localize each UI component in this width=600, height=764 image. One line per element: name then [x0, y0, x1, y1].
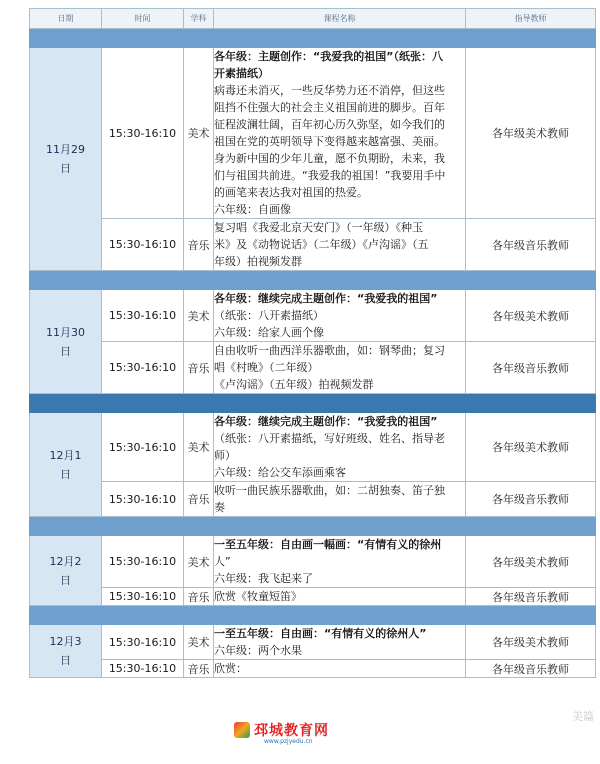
course-line: 收听一曲民族乐器歌曲，如：二胡独奏、笛子独 — [214, 484, 445, 497]
table-row — [30, 660, 596, 678]
teacher-cell: 各年级音乐教师 — [466, 588, 596, 606]
course-line: 各年级：主题创作：“我爱我的祖国”（纸张：八 — [214, 50, 443, 63]
course-content-cell — [214, 219, 466, 271]
course-line: 各年级：继续完成主题创作：“我爱我的祖国” — [214, 292, 438, 305]
subject-cell: 美术 — [184, 413, 214, 482]
day-separator-row — [30, 606, 596, 625]
course-content-cell — [214, 660, 466, 678]
time-cell: 15:30-16:10 — [102, 536, 184, 588]
date-cell — [30, 48, 102, 271]
course-line: 六年级：给家人画个像 — [214, 326, 324, 339]
subject-cell: 美术 — [184, 48, 214, 219]
course-line: 年级）拍视频发群 — [214, 255, 302, 268]
subject-cell: 音乐 — [184, 342, 214, 394]
day-separator-row — [30, 29, 596, 48]
course-line: 《卢沟谣》（五年级）拍视频发群 — [214, 378, 374, 391]
course-line: （纸张：八开素描纸） — [214, 309, 324, 322]
course-line: 六年级：我飞起来了 — [214, 572, 313, 585]
table-row — [30, 536, 596, 588]
table-row — [30, 219, 596, 271]
day-separator-bar — [30, 29, 596, 48]
table-row — [30, 482, 596, 517]
logo-url: www.pzjyedu.cn — [264, 738, 313, 745]
date-text: 日 — [60, 573, 71, 587]
header-teacher: 指导教师 — [466, 9, 596, 29]
date-text: 12月3 — [49, 635, 82, 648]
date-cell — [30, 625, 102, 678]
time-cell: 15:30-16:10 — [102, 48, 184, 219]
teacher-cell: 各年级美术教师 — [466, 413, 596, 482]
time-cell: 15:30-16:10 — [102, 342, 184, 394]
subject-cell: 音乐 — [184, 588, 214, 606]
teacher-cell: 各年级音乐教师 — [466, 660, 596, 678]
course-line: 病毒还未消灭，一些反华势力还不消停，但这些 — [214, 84, 445, 97]
course-line: 米》及《动物说话》（二年级）《卢沟谣》（五 — [214, 238, 429, 251]
subject-cell: 美术 — [184, 536, 214, 588]
course-content-cell — [214, 625, 466, 660]
header-subject: 学科 — [184, 9, 214, 29]
course-line: 复习唱《我爱北京天安门》（一年级）《种玉 — [214, 221, 423, 234]
time-cell: 15:30-16:10 — [102, 219, 184, 271]
logo-icon — [234, 722, 250, 738]
course-line: （纸张：八开素描纸，写好班级、姓名、指导老 — [214, 432, 445, 445]
course-line: 开素描纸） — [214, 67, 269, 80]
time-cell: 15:30-16:10 — [102, 482, 184, 517]
schedule-body — [30, 29, 596, 678]
teacher-cell: 各年级音乐教师 — [466, 219, 596, 271]
course-line: 征程波澜壮阔，百年初心历久弥坚，如今我们的 — [214, 118, 445, 131]
day-separator-bar — [30, 606, 596, 625]
course-line: 欣赏《牧童短笛》 — [214, 590, 302, 603]
header-time: 时间 — [102, 9, 184, 29]
logo-text: 邳城教育网 — [254, 723, 329, 739]
day-separator-row — [30, 517, 596, 536]
date-cell — [30, 413, 102, 517]
date-cell — [30, 536, 102, 606]
subject-cell: 音乐 — [184, 482, 214, 517]
teacher-cell: 各年级音乐教师 — [466, 482, 596, 517]
course-line: 欣赏： — [214, 662, 247, 675]
date-text: 11月30 — [46, 325, 85, 339]
date-text: 12月2 — [49, 554, 82, 568]
course-line: 一至五年级：自由画：“有情有义的徐州人” — [214, 627, 427, 640]
day-separator-row — [30, 394, 596, 413]
course-line: 奏 — [214, 501, 225, 514]
teacher-cell: 各年级音乐教师 — [466, 342, 596, 394]
table-row — [30, 342, 596, 394]
date-text: 日 — [60, 162, 71, 175]
date-text: 12月1 — [49, 448, 82, 462]
course-line: 六年级：给公交车添画乘客 — [214, 466, 346, 479]
subject-cell: 美术 — [184, 625, 214, 660]
date-cell — [30, 290, 102, 394]
table-row — [30, 413, 596, 482]
time-cell: 15:30-16:10 — [102, 413, 184, 482]
course-line: 一至五年级：自由画一幅画：“有情有义的徐州 — [214, 538, 442, 551]
time-cell: 15:30-16:10 — [102, 290, 184, 342]
table-row — [30, 588, 596, 606]
time-cell: 15:30-16:10 — [102, 588, 184, 606]
table-row — [30, 290, 596, 342]
day-separator-bar — [30, 517, 596, 536]
subject-cell: 音乐 — [184, 219, 214, 271]
header-date: 日期 — [30, 9, 102, 29]
course-line: 祖国在党的英明领导下变得越来越富强、美丽。 — [214, 135, 445, 148]
course-content-cell — [214, 48, 466, 219]
course-line: 六年级：两个水果 — [214, 644, 302, 657]
subject-cell: 音乐 — [184, 660, 214, 678]
time-cell: 15:30-16:10 — [102, 625, 184, 660]
course-line: 各年级：继续完成主题创作：“我爱我的祖国” — [214, 415, 438, 428]
table-row — [30, 625, 596, 660]
course-line: 的画笔来表达我对祖国的热爱。 — [214, 186, 368, 199]
date-text: 日 — [60, 654, 71, 667]
subject-cell: 美术 — [184, 290, 214, 342]
course-line: 身为新中国的少年儿童，愿不负期盼，未来，我 — [214, 152, 445, 165]
meipian-watermark: 美篇 — [572, 710, 594, 723]
course-line: 们与祖国共前进。“我爱我的祖国！”我要用手中 — [214, 169, 446, 182]
date-text: 11月29 — [46, 143, 85, 156]
site-logo — [234, 720, 352, 748]
time-cell: 15:30-16:10 — [102, 660, 184, 678]
teacher-cell: 各年级美术教师 — [466, 625, 596, 660]
course-content-cell — [214, 290, 466, 342]
day-separator-bar — [30, 271, 596, 290]
date-text: 日 — [60, 344, 71, 358]
table-row — [30, 48, 596, 219]
date-text: 日 — [60, 467, 71, 481]
course-content-cell — [214, 413, 466, 482]
day-separator-bar — [30, 394, 596, 413]
course-content-cell — [214, 482, 466, 517]
course-line: 师） — [214, 449, 236, 462]
course-content-cell — [214, 588, 466, 606]
teacher-cell: 各年级美术教师 — [466, 48, 596, 219]
course-line: 六年级：自画像 — [214, 203, 291, 216]
header-row — [30, 9, 596, 29]
course-line: 阻挡不住强大的社会主义祖国前进的脚步。百年 — [214, 101, 445, 114]
header-course: 课程名称 — [214, 9, 466, 29]
teacher-cell: 各年级美术教师 — [466, 290, 596, 342]
day-separator-row — [30, 271, 596, 290]
course-line: 唱《村晚》（二年级） — [214, 361, 319, 374]
course-content-cell — [214, 342, 466, 394]
schedule-table — [29, 8, 596, 678]
course-line: 人” — [214, 555, 231, 568]
course-content-cell — [214, 536, 466, 588]
course-line: 自由收听一曲西洋乐器歌曲，如：钢琴曲；复习 — [214, 344, 445, 357]
teacher-cell: 各年级美术教师 — [466, 536, 596, 588]
